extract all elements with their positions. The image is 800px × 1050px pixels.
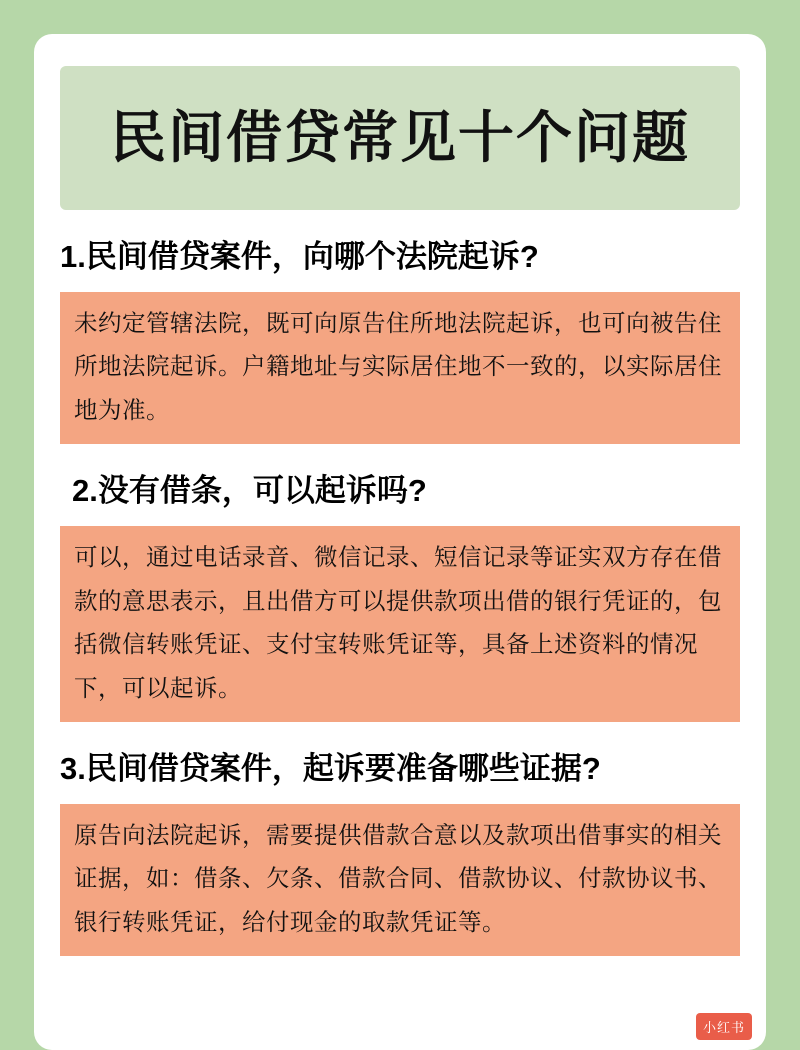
watermark-badge: 小红书 [696, 1013, 752, 1040]
answer-text-3: 原告向法院起诉，需要提供借款合意以及款项出借事实的相关证据，如：借条、欠条、借款合同、借款协议、付款协议书、银行转账凭证，给付现金的取款凭证等。 [74, 821, 722, 935]
answer-block-1 [60, 292, 740, 444]
content-card [34, 34, 766, 1050]
qa-section-3 [60, 748, 740, 956]
question-heading-1: 1.民间借贷案件，向哪个法院起诉? [60, 239, 539, 274]
answer-block-3 [60, 804, 740, 956]
question-heading-3: 3.民间借贷案件，起诉要准备哪些证据? [60, 750, 601, 786]
answer-text-2: 可以，通过电话录音、微信记录、短信记录等证实双方存在借款的意思表示，且出借方可以提供款项出借的银行凭证的，包括微信转账凭证、支付宝转账凭证等，具备上述资料的情况下，可以起诉。 [74, 544, 722, 701]
qa-section-1 [60, 236, 740, 444]
question-heading-2: 2.没有借条，可以起诉吗? [72, 473, 427, 509]
answer-block-2 [60, 526, 740, 722]
title-banner [60, 66, 740, 210]
answer-text-1: 未约定管辖法院，既可向原告住所地法院起诉，也可向被告住所地法院起诉。户籍地址与实际居住地不一致的，以实际居住地为准。 [74, 309, 722, 423]
qa-section-2 [60, 470, 740, 722]
page-title: 民间借贷常见十个问题 [110, 106, 690, 169]
